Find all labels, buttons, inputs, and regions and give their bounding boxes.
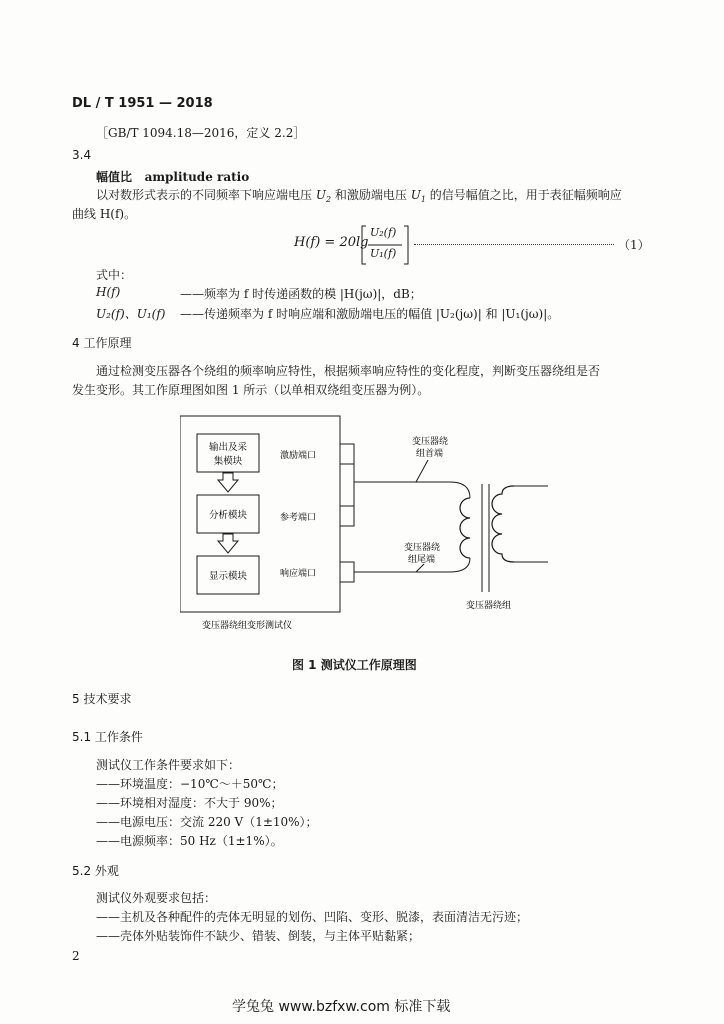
winding-label: 变压器绕组	[466, 601, 512, 611]
var1-description: ——频率为 f 时传递函数的模 |H(jω)|，dB；	[180, 287, 422, 301]
arrow-2	[218, 534, 238, 553]
section-5-2-heading: 5.2 外观	[72, 864, 119, 878]
page-number: 2	[72, 949, 80, 963]
term-cn: 幅值比	[96, 170, 133, 184]
var2-description: ——传递频率为 f 时响应端和激励端电压的幅值 |U₂(jω)| 和 |U₁(jω)|。	[180, 307, 560, 321]
definition-text-c: 的信号幅值之比，用于表征幅频响应	[425, 188, 622, 202]
condition-item: ——电源电压：交流 220 V（1±10%）；	[96, 815, 318, 829]
equation-number: （1）	[618, 238, 650, 252]
output-acquisition-module-label-1: 输出及采	[208, 442, 248, 453]
definition-line-2: 曲线 H(f)。	[72, 207, 137, 221]
definition-text-b: 和激励端电压	[331, 188, 411, 202]
section-4-para-line-1: 通过检测变压器各个绕组的频率响应特性，根据频率响应特性的变化程度，判断变压器绕组是否	[96, 364, 601, 378]
reference: ［GB/T 1094.18—2016，定义 2.2］	[96, 126, 306, 140]
appearance-intro: 测试仪外观要求包括：	[96, 891, 217, 905]
tail-bend	[450, 558, 470, 572]
conditions-intro: 测试仪工作条件要求如下：	[96, 758, 241, 772]
output-acquisition-module-label-2: 集模块	[213, 456, 243, 467]
section-number: 3.4	[72, 148, 92, 162]
winding-head-label-1: 变压器绕	[412, 437, 449, 447]
section-5-1-heading: 5.1 工作条件	[72, 730, 143, 744]
excitation-port-label: 激励端口	[280, 451, 317, 461]
section-5-heading: 5 技术要求	[72, 692, 132, 706]
definition-text-a: 以对数形式表示的不同频率下响应端电压	[96, 188, 316, 202]
secondary-coil	[492, 486, 514, 562]
doc-code: DL / T 1951 — 2018	[72, 96, 213, 111]
u1-symbol: $U_1$	[410, 188, 426, 204]
excitation-port	[340, 444, 354, 464]
primary-coil	[460, 498, 470, 558]
reference-port	[340, 506, 354, 526]
site-footer[interactable]: 学兔兔 www.bzfxw.com 标准下载	[232, 999, 451, 1015]
head-leader	[416, 460, 428, 482]
analysis-module-label: 分析模块	[208, 510, 248, 521]
winding-tail-label-1: 变压器绕	[404, 543, 441, 553]
reference-port-label: 参考端口	[280, 513, 317, 523]
condition-item: ——电源频率：50 Hz（1±1%）。	[96, 834, 283, 848]
tail-leader	[416, 564, 424, 572]
winding-tail-label-2: 组尾端	[408, 555, 436, 565]
condition-item: ——环境温度：−10℃～＋50℃；	[96, 777, 284, 791]
section-4-para-line-2: 发生变形。其工作原理图如图 1 所示（以单相双绕组变压器为例）。	[72, 383, 430, 397]
equation-numerator: U₂(f)	[370, 226, 397, 239]
u2-symbol: $U_2$	[315, 188, 332, 204]
appearance-item: ——壳体外贴装饰件不缺少、错装、倒装，与主体平贴黏紧；	[96, 929, 421, 943]
section-4-heading: 4 工作原理	[72, 336, 132, 350]
head-bend	[450, 482, 470, 498]
winding-head-label-2: 组首端	[416, 449, 444, 459]
equation-lhs: H(f) = 20lg	[294, 235, 369, 250]
term	[96, 168, 249, 185]
response-port-label: 响应端口	[280, 569, 317, 579]
var2-symbol: U₂(f)、U₁(f)	[96, 307, 166, 321]
display-module-label: 显示模块	[208, 571, 248, 582]
term-en: amplitude ratio	[144, 170, 250, 184]
equation-denominator: U₁(f)	[370, 247, 397, 260]
definition-line-1	[96, 186, 622, 204]
equation-leader	[414, 244, 614, 245]
working-principle-diagram	[180, 412, 560, 637]
where-label: 式中：	[96, 268, 133, 282]
arrow-1	[218, 473, 238, 492]
figure-caption: 图 1 测试仪工作原理图	[292, 658, 417, 672]
appearance-item: ——主机及各种配件的壳体无明显的划伤、凹陷、变形、脱漆，表面清洁无污迹；	[96, 910, 529, 924]
var1-symbol: H(f)	[96, 285, 121, 299]
instrument-label: 变压器绕组变形测试仪	[202, 621, 293, 631]
response-port	[340, 562, 354, 582]
condition-item: ——环境相对湿度：不大于 90%；	[96, 796, 283, 810]
